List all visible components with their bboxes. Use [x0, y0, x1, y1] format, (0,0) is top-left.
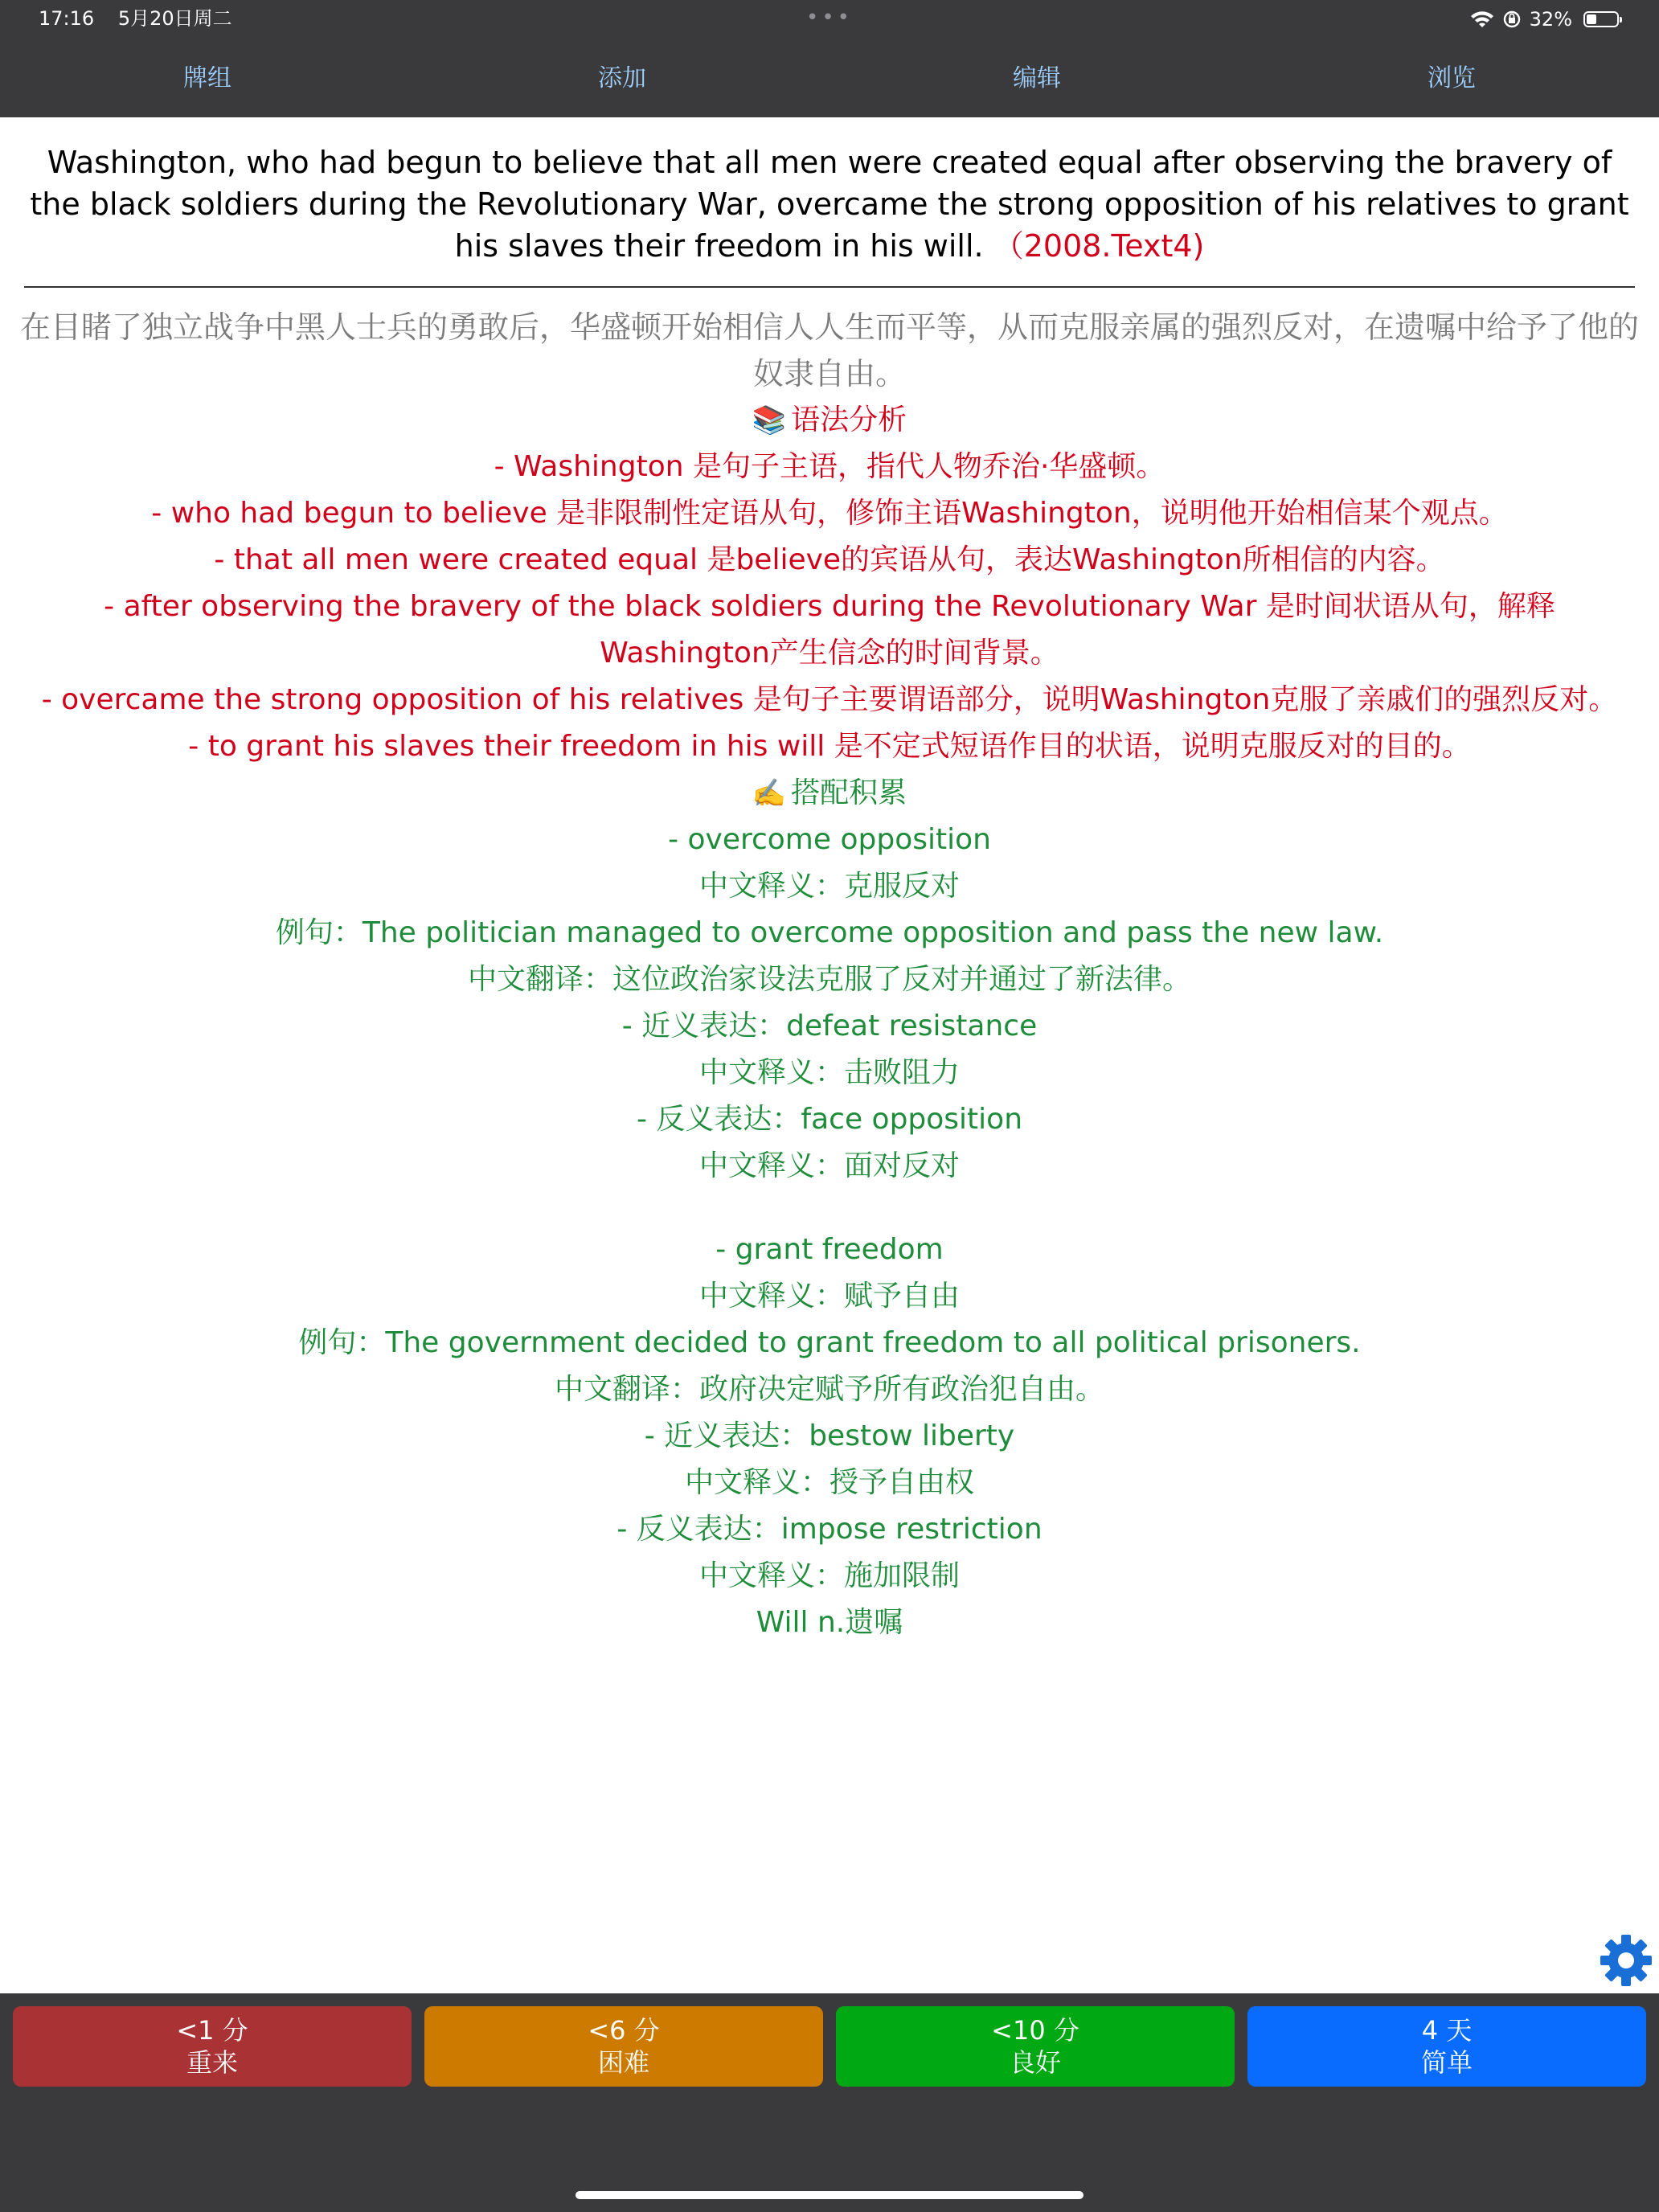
- grammar-line: - who had begun to believe 是非限制性定语从句，修饰主语Washington，说明他开始相信某个观点。: [151, 497, 1508, 530]
- english-sentence: [19, 141, 1640, 267]
- again-interval: <1 分: [176, 2015, 248, 2046]
- again-button[interactable]: [13, 2006, 412, 2087]
- collocation-heading-text: 搭配积累: [791, 776, 907, 809]
- grammar-line: - Washington 是句子主语，指代人物乔治·华盛顿。: [494, 450, 1165, 483]
- sentence-text: Washington, who had begun to believe that all men were created equal after observing the bravery of the black soldiers during the Revolutionary War, overcame the strong opposition of his relatives to grant his slaves their freedom in his will.: [30, 145, 1629, 264]
- status-bar-right: [1470, 6, 1619, 32]
- card-content: [19, 141, 1640, 1646]
- collocation-line: 中文释义：施加限制: [698, 1559, 960, 1592]
- collocation-line: 中文释义：面对反对: [698, 1149, 960, 1182]
- collocation-line: - 近义表达：bestow liberty: [644, 1419, 1015, 1452]
- status-date: 5月20日周二: [117, 7, 232, 30]
- hard-label: 困难: [597, 2047, 649, 2078]
- easy-interval: 4 天: [1421, 2015, 1473, 2046]
- collocation-line: 中文释义：击败阻力: [698, 1056, 960, 1089]
- nav-add-button[interactable]: 添加: [598, 64, 646, 92]
- collocation-line: 例句：The government decided to grant freedom to all political prisoners.: [298, 1326, 1361, 1359]
- hard-button[interactable]: [424, 2006, 823, 2087]
- collocation-line: 中文翻译：政府决定赋予所有政治犯自由。: [554, 1373, 1104, 1406]
- nav-browse-button[interactable]: 浏览: [1428, 64, 1476, 92]
- collocation-line: - grant freedom: [715, 1233, 944, 1266]
- grammar-line: - after observing the bravery of the black soldiers during the Revolutionary War 是时间状语从句，解释Washington产生信念的时间背景。: [104, 590, 1555, 670]
- writing-hand-icon: ✍️: [752, 777, 787, 809]
- collocation-line: 中文释义：授予自由权: [684, 1466, 974, 1499]
- collocation-line: - 反义表达：face opposition: [636, 1103, 1023, 1136]
- answer-buttons: [13, 2006, 1646, 2087]
- grammar-line: - to grant his slaves their freedom in his will 是不定式短语作目的状语，说明克服反对的目的。: [188, 730, 1471, 763]
- collocation-line: 中文翻译：这位政治家设法克服了反对并通过了新法律。: [467, 963, 1191, 996]
- lock-rotation-icon: [1502, 10, 1522, 29]
- grammar-line: - that all men were created equal 是believe的宾语从句，表达Washington所相信的内容。: [214, 543, 1445, 576]
- hard-interval: <6 分: [588, 2015, 660, 2046]
- divider: [24, 286, 1635, 288]
- blank-line: [19, 1190, 1640, 1227]
- collocation-line: 中文释义：赋予自由: [698, 1280, 960, 1313]
- home-indicator[interactable]: [576, 2191, 1083, 2199]
- collocation-line: - 近义表达：defeat resistance: [621, 1010, 1038, 1043]
- collocation-heading: [19, 770, 1640, 817]
- nav-decks-button[interactable]: 牌组: [183, 64, 231, 92]
- grammar-heading: [19, 397, 1640, 444]
- top-navigation: [0, 56, 1659, 101]
- easy-label: 简单: [1420, 2047, 1473, 2078]
- answer-bar: [0, 1993, 1659, 2212]
- grammar-heading-text: 语法分析: [791, 403, 907, 436]
- multitasking-dots[interactable]: •••: [805, 6, 853, 30]
- good-button[interactable]: [836, 2006, 1235, 2087]
- good-interval: <10 分: [991, 2015, 1079, 2046]
- books-icon: 📚: [752, 404, 787, 436]
- collocation-line: Will n.遗嘱: [756, 1606, 903, 1639]
- wifi-icon: [1470, 10, 1494, 29]
- good-label: 良好: [1009, 2047, 1061, 2078]
- battery-icon: [1583, 11, 1619, 27]
- source-tag: （2008.Text4): [993, 228, 1205, 264]
- nav-edit-button[interactable]: 编辑: [1013, 64, 1061, 92]
- collocation-line: 中文释义：克服反对: [698, 870, 960, 903]
- chinese-translation: 在目睹了独立战争中黑人士兵的勇敢后，华盛顿开始相信人人生而平等，从而克服亲属的强烈反对，在遗嘱中给予了他的奴隶自由。: [19, 309, 1639, 391]
- again-label: 重来: [186, 2047, 238, 2078]
- collocation-line: - overcome opposition: [668, 823, 991, 856]
- top-bar: [0, 0, 1659, 117]
- battery-percent: 32%: [1529, 8, 1572, 31]
- grammar-line: - overcame the strong opposition of his relatives 是句子主要谓语部分，说明Washington克服了亲戚们的强烈反对。: [41, 683, 1618, 716]
- collocation-line: 例句：The politician managed to overcome opposition and pass the new law.: [275, 916, 1384, 949]
- status-time: 17:16: [39, 7, 95, 30]
- collocation-line: - 反义表达：impose restriction: [616, 1513, 1043, 1546]
- easy-button[interactable]: [1247, 2006, 1646, 2087]
- gear-icon[interactable]: [1600, 1934, 1653, 1987]
